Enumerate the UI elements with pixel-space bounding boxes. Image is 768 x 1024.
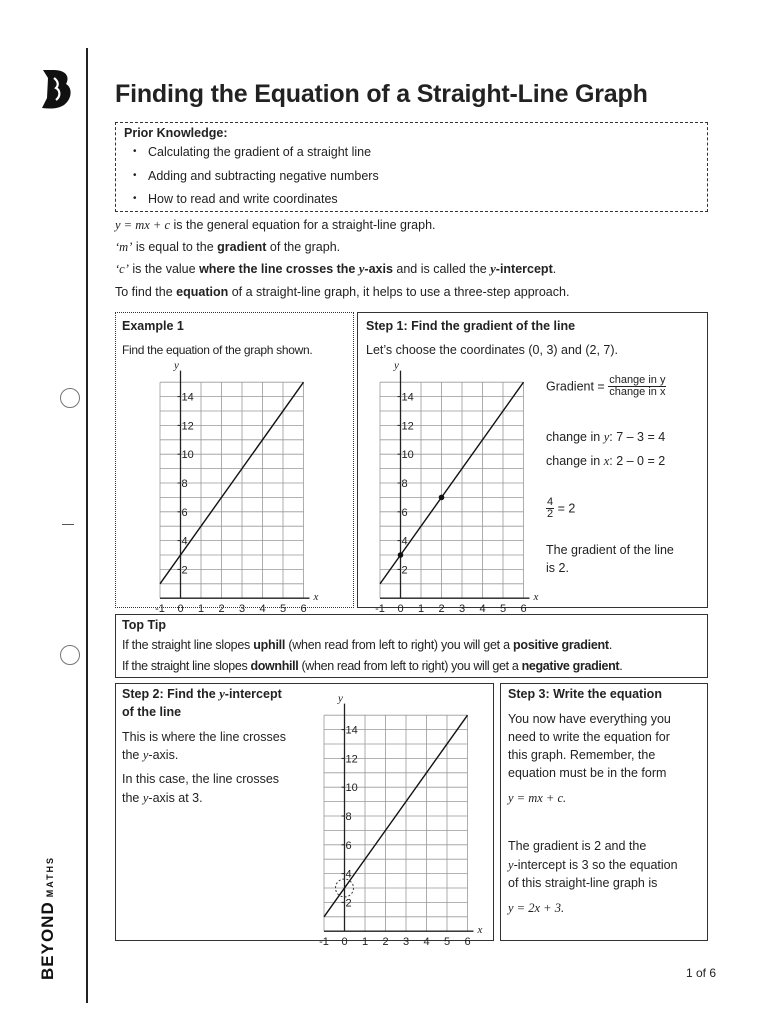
y-tick-label: 12 [345,753,358,766]
x-axis-label: x [533,591,539,604]
step-2-text-1a: This is where the line crosses [122,730,286,744]
x-tick-label: 6 [300,603,307,616]
final-equation: y = 2x + 3. [508,901,565,915]
list-item: • How to read and write coordinates [124,190,379,214]
example-1-box [115,312,354,616]
list-item: • Calculating the gradient of a straight line [124,143,379,167]
step-3-text: You now have everything you [508,712,671,726]
gradient-calculation: $\frac{4}{2}$ = 2 [547,496,576,520]
gradient-conclusion-1: The gradient of the line [546,543,674,557]
x-tick-label: 3 [458,603,466,616]
top-tip-box [115,614,708,678]
y-tick-label: 4 [401,535,408,548]
intro-line-4: To find the equation of a straight-line graph, it helps to use a three-step approach. [115,285,570,299]
x-tick-label: 3 [238,603,246,616]
top-tip-heading: Top Tip [122,618,166,632]
top-tip-line-2: If the straight line slopes downhill (when read from left to right) you will get a negative gradient. [122,659,623,673]
x-tick-label: 1 [361,936,369,949]
x-tick-label: 1 [417,603,425,616]
intro-line-1: y = mx + c is the general equation for a straight-line graph. [115,218,436,232]
page-title: Finding the Equation of a Straight-Line Graph [115,80,648,108]
margin-rule [86,48,88,1003]
x-tick-label: -1 [155,603,165,616]
step-3-text: of this straight-line graph is [508,876,658,890]
y-tick-label: 14 [401,391,414,404]
x-tick-label: -1 [375,603,385,616]
x-tick-label: 0 [397,603,404,616]
x-tick-label: 1 [197,603,205,616]
step-3-heading: Step 3: Write the equation [508,687,662,701]
gradient-formula: Gradient = $\frac{\text{change in y}}{\text{change in x}}$ [546,374,666,398]
step-1-heading: Step 1: Find the gradient of the line [366,319,576,333]
step-3-text: need to write the equation for [508,730,670,744]
page-number: 1 of 6 [686,966,717,980]
step-3-text: y-intercept is 3 so the equation [508,858,678,872]
step-1-text: Let’s choose the coordinates (0, 3) and (2, 7). [366,343,619,357]
x-tick-label: 0 [341,936,348,949]
y-tick-label: 10 [345,782,358,795]
top-tip-line-1: If the straight line slopes uphill (when read from left to right) you will get a positive gradient. [122,638,613,652]
data-point [439,495,445,501]
gradient-conclusion-2: is 2. [546,561,569,575]
intro-line-2: ‘m’ is equal to the gradient of the graph. [115,240,341,254]
x-axis-label: x [477,924,483,937]
step-2-text-2a: In this case, the line crosses [122,772,280,786]
x-tick-label: 6 [464,936,471,949]
intro-line-3: ‘c’ is the value where the line crosses the y-axis and is called the y-intercept. [115,262,557,276]
y-tick-label: 2 [345,897,352,910]
x-tick-label: 4 [479,603,486,616]
step-2-text-1b: the y-axis. [122,748,179,762]
step-3-box [500,683,708,941]
x-tick-label: 0 [177,603,184,616]
y-tick-label: 10 [401,449,414,462]
x-tick-label: 5 [499,603,507,616]
brand-wordmark: BEYONDMATHS [38,855,57,980]
y-tick-label: 12 [401,420,414,433]
x-tick-label: -1 [319,936,329,949]
x-tick-label: 3 [402,936,410,949]
x-tick-label: 4 [423,936,430,949]
beyond-logo-icon [40,68,74,110]
list-item: • Adding and subtracting negative numbers [124,167,379,191]
y-tick-label: 14 [345,724,358,737]
y-axis-label: y [338,692,343,705]
step-2-heading: Step 2: Find the y-intercept [122,687,282,701]
step-3-text: this graph. Remember, the [508,748,656,762]
y-tick-label: 8 [345,811,352,823]
prior-knowledge-list [124,143,379,214]
prior-knowledge-box [115,122,708,212]
change-in-y: change in y: 7 – 3 = 4 [546,430,666,444]
step-1-graph [364,355,574,616]
y-tick-label: 6 [181,506,188,519]
y-axis-label: y [394,359,399,372]
general-form: y = mx + c. [508,791,567,805]
y-tick-label: 4 [181,535,188,548]
x-tick-label: 2 [382,936,389,949]
step-2-heading-2: of the line [122,705,182,719]
x-axis-label: x [313,591,319,604]
y-axis-label: y [174,359,179,372]
y-tick-label: 4 [345,868,352,881]
step-1-box [357,312,708,616]
x-tick-label: 2 [438,603,445,616]
x-tick-label: 5 [443,936,451,949]
x-tick-label: 2 [218,603,225,616]
y-tick-label: 2 [181,564,188,577]
x-tick-label: 6 [520,603,527,616]
y-tick-label: 8 [401,478,408,490]
y-tick-label: 14 [181,391,194,404]
x-tick-label: 4 [259,603,266,616]
y-tick-label: 6 [401,506,408,519]
example-heading: Example 1 [122,319,184,333]
y-tick-label: 8 [181,478,188,490]
y-tick-label: 2 [401,564,408,577]
prior-knowledge-heading: Prior Knowledge: [124,126,228,140]
step-2-text-2b: the y-axis at 3. [122,791,203,805]
step-2-box [115,683,494,949]
fold-mark [62,524,74,525]
y-tick-label: 10 [181,449,194,462]
change-in-x: change in x: 2 – 0 = 2 [546,454,666,468]
y-tick-label: 6 [345,839,352,852]
step-2-graph [308,688,493,949]
example-text: Find the equation of the graph shown. [122,343,313,357]
example-graph [144,355,354,616]
step-3-text: equation must be in the form [508,766,667,780]
y-tick-label: 12 [181,420,194,433]
x-tick-label: 5 [279,603,287,616]
data-point [398,552,404,558]
step-3-text: The gradient is 2 and the [508,839,647,853]
punch-hole [60,645,80,665]
punch-hole [60,388,80,408]
